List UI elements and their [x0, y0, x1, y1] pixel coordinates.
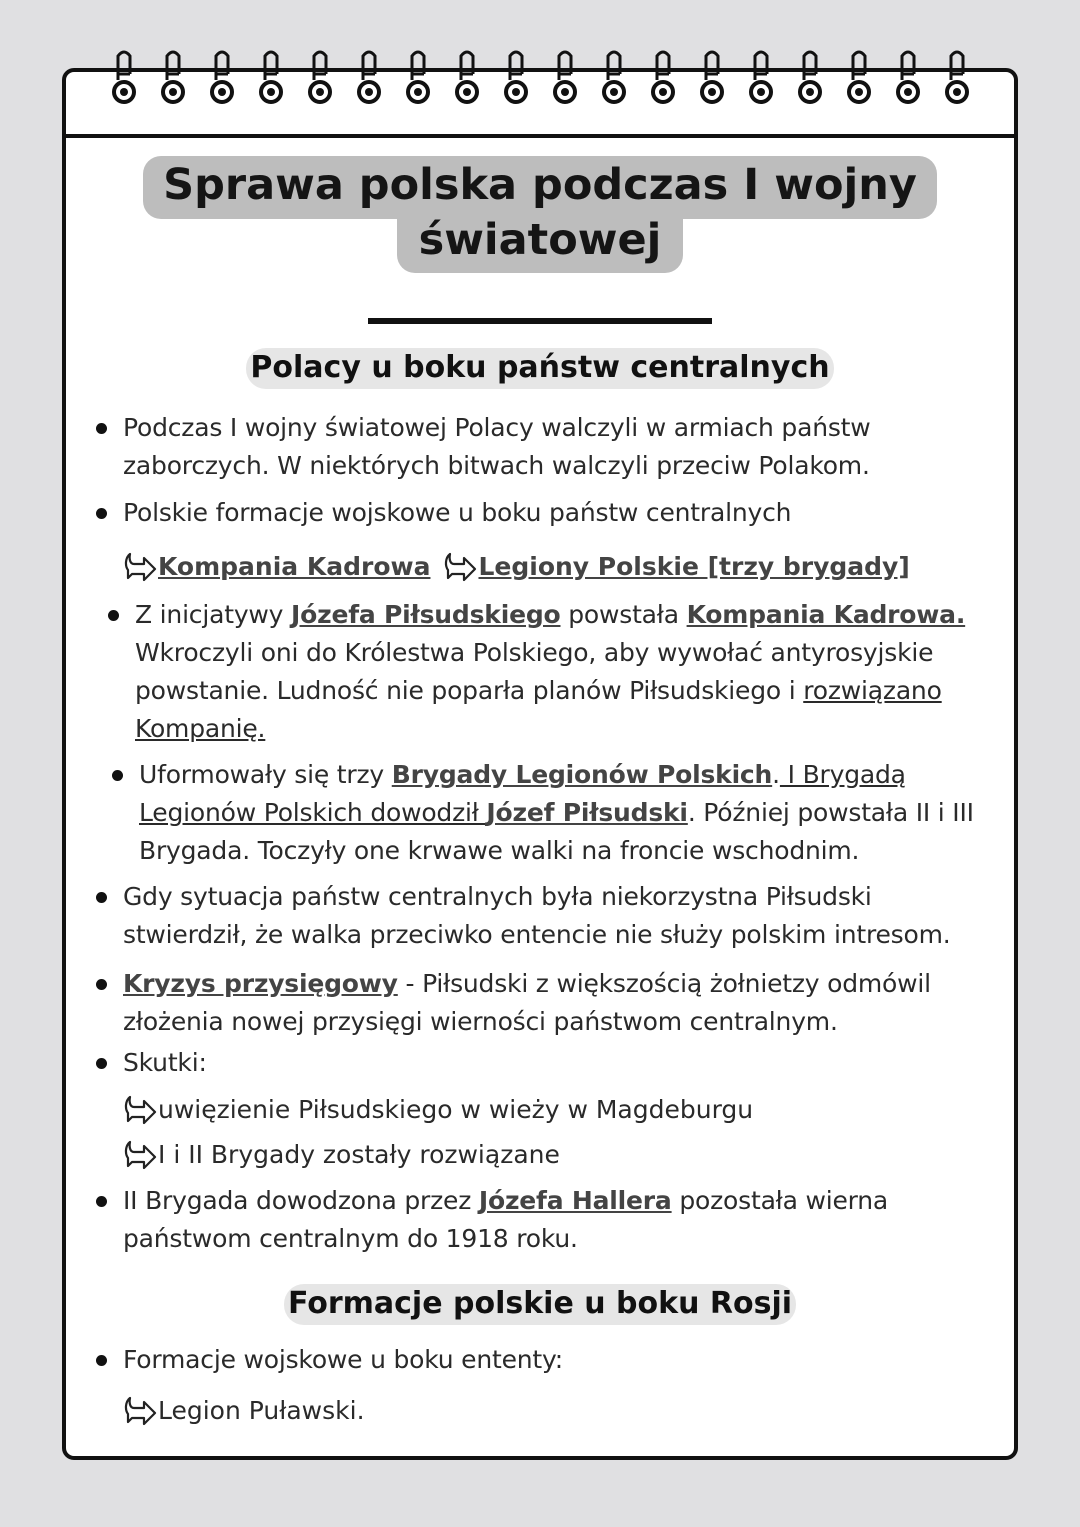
bullet-dot	[96, 979, 107, 990]
text-line	[135, 672, 965, 710]
text-span: .	[772, 760, 780, 789]
text-line: Polskie formacje wojskowe u boku państw centralnych	[123, 498, 792, 527]
text-line: Formacje wojskowe u boku ententy:	[123, 1345, 563, 1374]
arrow-list-row	[122, 548, 910, 586]
curved-arrow-icon	[122, 1138, 158, 1172]
bold-term: Kryzys przysięgowy	[123, 969, 398, 998]
text-line	[123, 965, 931, 1003]
list-item	[123, 494, 791, 532]
bold-term: Kompania Kadrowa.	[686, 600, 966, 629]
notebook-page	[62, 68, 1018, 1460]
bold-name: Józefa Hallera	[478, 1186, 672, 1215]
curved-arrow-icon	[122, 1394, 158, 1428]
list-item	[123, 878, 950, 954]
bullet-dot	[96, 1355, 107, 1366]
text-span: II Brygada dowodzona przez	[123, 1186, 479, 1215]
curved-arrow-icon	[442, 550, 478, 584]
list-item	[135, 596, 965, 748]
text-span: powstała	[560, 600, 687, 629]
text-span: powstanie. Ludność nie poparła planów Piłsudskiego i	[135, 676, 804, 705]
text-span: - Piłsudski z większością żołnietzy odmówil	[397, 969, 931, 998]
bullet-dot	[96, 423, 107, 434]
list-item	[139, 756, 974, 870]
text-line: państwom centralnym do 1918 roku.	[123, 1224, 578, 1253]
text-line: złożenia nowej przysięgi wierności państwom centralnym.	[123, 1007, 838, 1036]
list-item	[123, 1182, 888, 1258]
underlined-text: I Brygadą	[779, 760, 906, 789]
link-kompania-kadrowa: Kompania Kadrowa	[158, 552, 431, 581]
list-item	[123, 1044, 207, 1082]
arrow-list-row	[122, 1091, 753, 1129]
text-line: stwierdził, że walka przeciwko entencie nie służy polskim intresom.	[123, 920, 951, 949]
text-line: Wkroczyli oni do Królestwa Polskiego, aby wywołać antyrosyjskie	[135, 638, 934, 667]
section-heading-russia	[66, 1284, 1014, 1325]
list-item	[123, 409, 871, 485]
arrow-list-row	[122, 1136, 560, 1174]
bullet-dot	[112, 770, 123, 781]
legion-pulawski-text: Legion Puławski.	[158, 1396, 365, 1425]
effect-text: uwięzienie Piłsudskiego w wieży w Magdeburgu	[158, 1095, 754, 1124]
bold-name: Józef Piłsudski	[486, 798, 688, 827]
underlined-text: rozwiązano	[803, 676, 942, 705]
underlined-text: Legionów Polskich dowodził	[139, 798, 487, 827]
title-line-2: światowej	[397, 217, 684, 272]
bullet-dot	[108, 610, 119, 621]
underlined-text: Kompanię.	[135, 714, 266, 743]
bullet-dot	[96, 1196, 107, 1207]
section-heading-text: Formacje polskie u boku Rosji	[284, 1284, 796, 1325]
list-item	[123, 965, 931, 1041]
text-line: zaborczych. W niektórych bitwach walczyli przeciw Polakom.	[123, 451, 870, 480]
text-span: pozostała wierna	[671, 1186, 889, 1215]
link-legiony-polskie: Legiony Polskie [trzy brygady]	[478, 552, 910, 581]
bold-term: Brygady Legionów Polskich	[391, 760, 773, 789]
bullet-dot	[96, 892, 107, 903]
curved-arrow-icon	[122, 550, 158, 584]
text-line	[139, 794, 974, 832]
text-line: Brygada. Toczyły one krwawe walki na froncie wschodnim.	[139, 836, 860, 865]
text-line	[139, 756, 974, 794]
text-line: Skutki:	[123, 1048, 207, 1077]
curved-arrow-icon	[122, 1093, 158, 1127]
text-line	[135, 596, 965, 634]
list-item	[123, 1341, 563, 1379]
text-line: Gdy sytuacja państw centralnych była niekorzystna Piłsudski	[123, 882, 872, 911]
bold-name: Józefa Piłsudskiego	[291, 600, 561, 629]
bullet-dot	[96, 508, 107, 519]
title-line-1: Sprawa polska podczas I wojny	[143, 156, 937, 219]
text-span: . Później powstała II i III	[687, 798, 974, 827]
text-span: Z inicjatywy	[135, 600, 292, 629]
text-line: Podczas I wojny światowej Polacy walczyli w armiach państw	[123, 413, 871, 442]
text-line	[123, 1182, 888, 1220]
text-span: Uformowały się trzy	[139, 760, 392, 789]
section-heading-text: Polacy u boku państw centralnych	[246, 348, 833, 389]
effect-text: I i II Brygady zostały rozwiązane	[158, 1140, 560, 1169]
bullet-dot	[96, 1058, 107, 1069]
arrow-list-row	[122, 1392, 365, 1430]
